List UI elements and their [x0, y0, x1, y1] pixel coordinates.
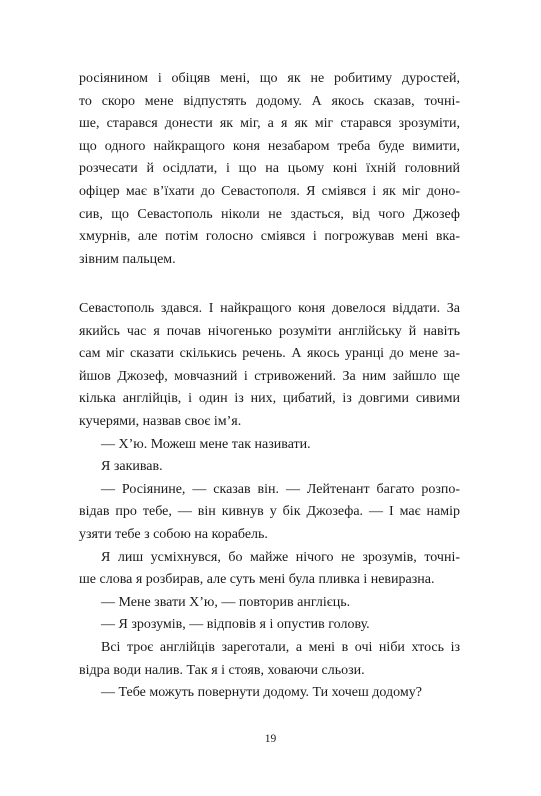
text-block-top: [79, 68, 460, 271]
text-line: Я закивав.: [101, 459, 163, 475]
text-line: сив, що Севастополь ніколи не здасться, від чого Джозеф: [79, 206, 460, 222]
text-line: Я лиш усміхнувся, бо майже нічого не зрозумів, точні-: [101, 549, 460, 565]
text-line: кілька англійців, і один із них, цибатий, із довгими сивими: [79, 391, 460, 407]
text-line: хмурнів, але потім голосно сміявся і погрожував мені вка-: [79, 229, 460, 245]
text-line: ше слова я розбирав, але суть мені була пливка і невиразна.: [79, 572, 435, 588]
text-block-bottom: [79, 298, 460, 705]
text-line: — Мене звати Х’ю, — повторив англієць.: [101, 594, 351, 610]
text-line: відав про тебе, — він кивнув у бік Джозефа. — І має намір: [79, 504, 460, 520]
text-line: Всі троє англійців зареготали, а мені в очі ніби хтось із: [101, 639, 460, 655]
text-line: росіянином і обіцяв мені, що як не робитиму дуростей,: [79, 71, 460, 86]
text-line: узяти тебе з собою на корабель.: [79, 526, 268, 542]
text-line: Севастополь здався. І найкращого коня довелося віддати. За: [79, 301, 460, 316]
text-line: відра води налив. Так я і стояв, ховаючи сльози.: [79, 662, 365, 678]
text-line: сам міг сказати скількись речень. А якось уранці до мене за-: [79, 346, 460, 362]
text-line: зівним пальцем.: [79, 251, 176, 267]
text-line: розчесати й осідлати, і що на цьому коні їхній головний: [79, 161, 460, 177]
text-line: — Тебе можуть повернути додому. Ти хочеш додому?: [101, 685, 422, 701]
text-line: ше, старався донести як міг, а я як міг старався зрозуміти,: [79, 116, 460, 132]
text-line: офіцер має в’їхати до Севастополя. Я сміявся і як міг доно-: [79, 183, 460, 199]
page-number: 19: [264, 733, 277, 745]
text-line: то скоро мене відпустять додому. А якось сказав, точні-: [79, 93, 460, 109]
text-line: кучерями, назвав своє ім’я.: [79, 413, 242, 429]
text-line: якийсь час я почав нічогенько розуміти англійську й навіть: [79, 323, 460, 339]
text-line: — Я зрозумів, — відповів я і опустив голову.: [101, 617, 370, 633]
text-line: що одного найкращого коня незабаром треба буде вимити,: [79, 138, 460, 154]
text-line: — Х’ю. Можеш мене так називати.: [101, 436, 311, 452]
text-line: — Росіянине, — сказав він. — Лейтенант багато розпо-: [101, 481, 460, 497]
text-line: йшов Джозеф, мовчазний і стривожений. За ним зайшло ще: [79, 368, 460, 384]
